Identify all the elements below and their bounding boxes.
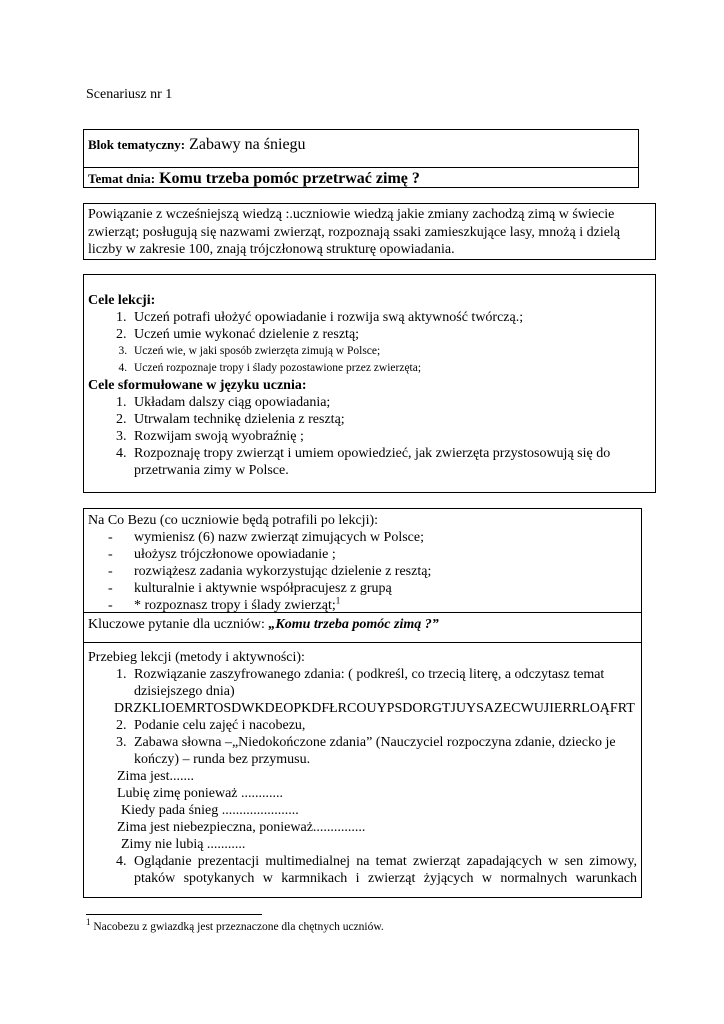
course-step: 1. Rozwiązanie zaszyfrowanego zdania: ( podkreśl, co trzecią literę, a odczytasz temat dzisiejszego dnia) — [130, 666, 637, 700]
course-step — [130, 853, 637, 887]
key-question-value: „Komu trzeba pomóc zimą ?” — [268, 617, 439, 632]
key-question-section — [84, 613, 641, 643]
nacobezu-item: - ułożysz trójczłonowe opowiadanie ; — [108, 546, 637, 563]
footnote-ref[interactable]: 1 — [335, 595, 341, 606]
nacobezu-item: - rozwiążesz zadania wykorzystując dzielenie z resztą; — [108, 563, 637, 580]
course-steps-1 — [88, 666, 637, 700]
topic-divider — [84, 167, 638, 168]
footnote-separator — [86, 914, 262, 915]
course-section — [84, 643, 641, 897]
nacobezu-item: - wymienisz (6) nazw zwierząt zimujących w Polsce; — [108, 529, 637, 546]
course-step: 3. Zabawa słowna –„Niedokończone zdania” (Nauczyciel rozpoczyna zdanie, dziecko je kończy) – runda bez przymusu. — [130, 734, 637, 768]
topic-block-row: Blok tematyczny: Zabawy na śniegu — [88, 136, 306, 153]
day-topic-row: Temat dnia: Komu trzeba pomóc przetrwać zimę ? — [88, 170, 420, 187]
goal-item: 2. Uczeń umie wykonać dzielenie z resztą; — [130, 326, 651, 343]
unfinished-sentences — [88, 768, 637, 853]
goals-box — [83, 274, 656, 493]
day-topic-value: Komu trzeba pomóc przetrwać zimę ? — [159, 170, 420, 187]
sentence-line: Zima jest niebezpieczna, ponieważ............... — [117, 820, 366, 835]
prior-knowledge-text: Powiązanie z wcześniejszą wiedzą :.uczniowie wiedzą jakie zmiany zachodzą zimą w świecie zwierząt; posługują się nazwami zwierząt, rozpoznają ssaki zamieszkujące lasy, mnożą i dzielą liczby w zakresie 100, znają trójczłonową strukturę opowiadania. — [88, 207, 621, 257]
goals-list — [88, 309, 651, 377]
course-step: 2. Podanie celu zajęć i nacobezu, — [130, 717, 637, 734]
footnote-text: Nacobezu z gwiazdką jest przeznaczone dla chętnych uczniów. — [93, 921, 384, 933]
student-goal-item: 3. Rozwijam swoją wyobraźnię ; — [130, 428, 651, 445]
goal-item: 3. Uczeń wie, w jaki sposób zwierzęta zimują w Polsce; — [130, 343, 651, 360]
course-step4-line2: ptaków spotykanych w karmnikach i zwierząt żyjących w normalnych warunkach — [134, 871, 637, 886]
lesson-box — [83, 508, 642, 898]
student-goal-item: 4. Rozpoznaję tropy zwierząt i umiem opowiedzieć, jak zwierzęta przystosowują się do przetrwania zimy w Polsce. — [130, 445, 651, 479]
key-question-label: Kluczowe pytanie dla uczniów: — [88, 617, 269, 632]
prior-knowledge-box — [83, 203, 656, 260]
course-steps-3 — [88, 853, 637, 887]
topic-block-label: Blok tematyczny — [88, 137, 181, 152]
student-goal-item: 2. Utrwalam technikę dzielenia z resztą; — [130, 411, 651, 428]
nacobezu-item — [108, 597, 637, 614]
student-goals-list — [88, 394, 651, 479]
sentence-line: Zimy nie lubią ........... — [121, 837, 246, 852]
sentence-line: Zima jest....... — [117, 769, 194, 784]
day-topic-label: Temat dnia — [88, 171, 151, 186]
topic-block-value: Zabawy na śniegu — [189, 136, 306, 153]
goal-item: 4. Uczeń rozpoznaje tropy i ślady pozostawione przez zwierzęta; — [130, 360, 651, 377]
sentence-line: Kiedy pada śnieg ...................... — [121, 803, 299, 818]
student-goals-heading: Cele sformułowane w języku ucznia: — [88, 378, 307, 393]
course-steps-2 — [88, 717, 637, 768]
course-heading: Przebieg lekcji (metody i aktywności): — [88, 650, 305, 665]
scenario-label: Scenariusz nr 1 — [86, 87, 173, 102]
nacobezu-list — [88, 529, 637, 614]
sentence-line: Lubię zimę ponieważ ............ — [117, 786, 284, 801]
footnote-mark: 1 — [86, 917, 91, 928]
footnote — [86, 917, 384, 933]
nacobezu-heading: Na Co Bezu (co uczniowie będą potrafili po lekcji): — [88, 513, 379, 528]
nacobezu-item: - kulturalnie i aktywnie współpracujesz z grupą — [108, 580, 637, 597]
course-step4-line1: 4. Oglądanie prezentacji multimedialnej na temat zwierząt zapadających w sen zimowy, — [134, 854, 637, 869]
nacobezu-section — [84, 509, 641, 613]
goal-item: 1. Uczeń potrafi ułożyć opowiadanie i rozwija swą aktywność twórczą.; — [130, 309, 651, 326]
goals-heading: Cele lekcji: — [88, 293, 156, 308]
nacobezu-item-text: * rozpoznasz tropy i ślady zwierząt; — [134, 598, 336, 613]
topic-box — [83, 129, 639, 188]
cipher-text: DRZKLIOEMRTOSDWKDEOPKDFŁRCOUYPSDORGTJUYSAZECWUJIERRLOĄFRT — [114, 701, 635, 716]
student-goal-item: 1. Układam dalszy ciąg opowiadania; — [130, 394, 651, 411]
